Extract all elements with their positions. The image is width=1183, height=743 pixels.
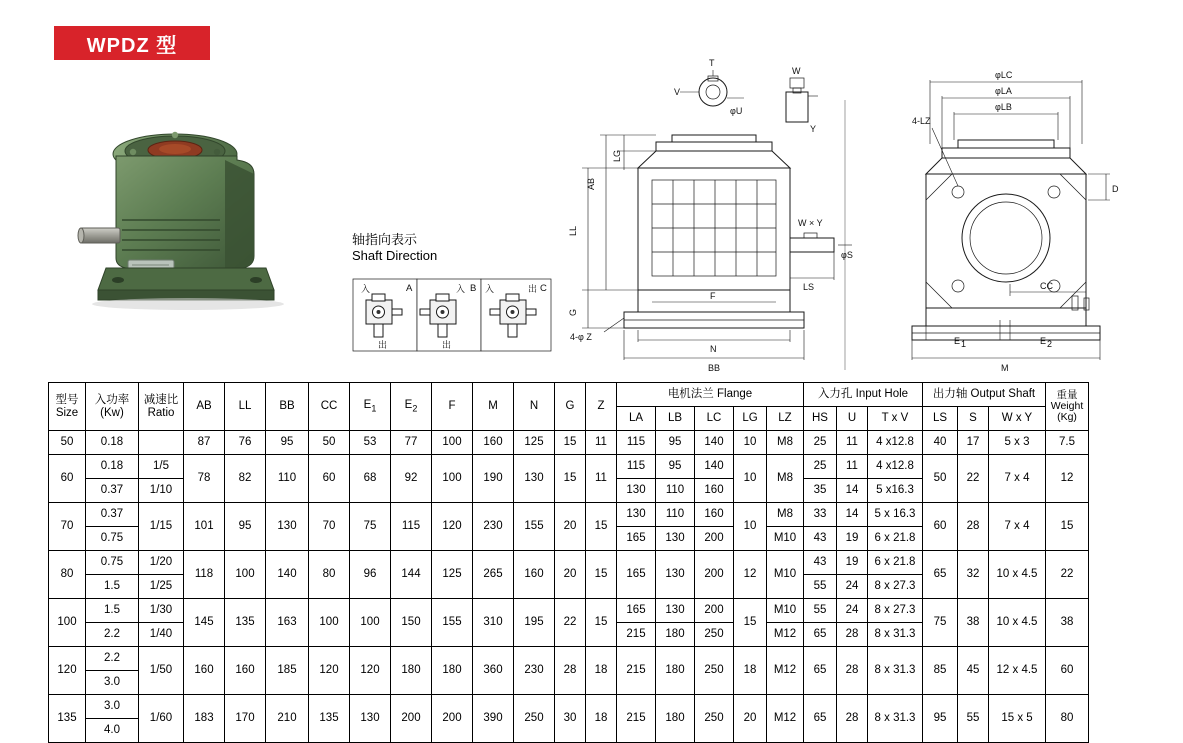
cell-lb: 130 [656,551,695,599]
cell-z: 15 [586,599,617,647]
cell-g: 28 [555,647,586,695]
cell-hs: 43 [804,551,837,575]
cell-power: 0.75 [86,551,139,575]
cell-lb: 180 [656,623,695,647]
svg-text:LG: LG [612,149,622,162]
cell-u: 28 [837,647,868,695]
svg-text:φS: φS [841,250,853,260]
cell-lz: M12 [767,695,804,743]
cell-power: 0.37 [86,479,139,503]
cell-hs: 65 [804,623,837,647]
th-hs: HS [804,407,837,431]
th-wxy: W x Y [989,407,1046,431]
cell-power: 4.0 [86,719,139,743]
cell-z: 18 [586,647,617,695]
svg-text:Y: Y [810,124,817,134]
svg-text:2: 2 [1047,339,1053,349]
cell-ll: 95 [225,503,266,551]
th-bb: BB [266,383,309,431]
svg-text:W: W [792,66,801,76]
cell-ratio: 1/60 [139,695,184,743]
th-s: S [958,407,989,431]
cell-la: 130 [617,503,656,527]
svg-text:C: C [540,283,547,294]
cell-lz: M10 [767,551,804,599]
cell-hs: 65 [804,695,837,743]
svg-text:W × Y: W × Y [798,218,823,228]
cell-ll: 76 [225,431,266,455]
technical-drawings [560,40,1180,373]
cell-ab: 101 [184,503,225,551]
cell-f: 120 [432,503,473,551]
cell-e1: 53 [350,431,391,455]
cell-wxy: 15 x 5 [989,695,1046,743]
cell-weight: 15 [1046,503,1089,551]
cell-ratio: 1/20 [139,551,184,575]
svg-text:M: M [1001,363,1009,373]
svg-text:入: 入 [456,284,466,294]
svg-text:4-φ Z: 4-φ Z [570,332,592,342]
cell-n: 130 [514,455,555,503]
cell-txv: 4 x12.8 [868,431,923,455]
cell-m: 230 [473,503,514,551]
th-lc: LC [695,407,734,431]
cell-n: 230 [514,647,555,695]
cell-g: 15 [555,431,586,455]
cell-wxy: 12 x 4.5 [989,647,1046,695]
cell-s: 17 [958,431,989,455]
cell-txv: 8 x 27.3 [868,599,923,623]
cell-ab: 183 [184,695,225,743]
cell-g: 30 [555,695,586,743]
cell-bb: 163 [266,599,309,647]
cell-u: 28 [837,695,868,743]
cell-lz: M12 [767,623,804,647]
cell-power: 2.2 [86,647,139,671]
cell-ls: 40 [923,431,958,455]
table-row [49,503,1089,527]
th-g: G [555,383,586,431]
cell-e1: 96 [350,551,391,599]
th-weight: 重量 Weight (Kg) [1046,383,1089,431]
th-lg: LG [734,407,767,431]
cell-g: 22 [555,599,586,647]
cell-hs: 55 [804,599,837,623]
cell-power: 0.37 [86,503,139,527]
th-ls: LS [923,407,958,431]
svg-text:φLB: φLB [995,102,1012,112]
cell-lb: 95 [656,455,695,479]
cell-bb: 210 [266,695,309,743]
cell-lg: 18 [734,647,767,695]
cell-cc: 60 [309,455,350,503]
cell-lb: 95 [656,431,695,455]
cell-hs: 65 [804,647,837,695]
cell-z: 11 [586,431,617,455]
cell-u: 24 [837,575,868,599]
cell-size: 60 [49,455,86,503]
cell-u: 11 [837,455,868,479]
svg-text:出: 出 [528,284,538,294]
cell-ls: 75 [923,599,958,647]
th-z: Z [586,383,617,431]
cell-txv: 8 x 31.3 [868,647,923,695]
cell-txv: 8 x 27.3 [868,575,923,599]
cell-ratio: 1/5 [139,455,184,479]
cell-lg: 15 [734,599,767,647]
cell-wxy: 5 x 3 [989,431,1046,455]
page-title-badge [54,26,210,60]
cell-m: 360 [473,647,514,695]
cell-la: 215 [617,623,656,647]
th-ratio: 减速比 Ratio [139,383,184,431]
cell-ratio: 1/30 [139,599,184,623]
cell-e2: 200 [391,695,432,743]
cell-txv: 5 x16.3 [868,479,923,503]
cell-ll: 170 [225,695,266,743]
cell-s: 45 [958,647,989,695]
svg-text:B: B [470,283,477,294]
cell-bb: 110 [266,455,309,503]
cell-lb: 180 [656,647,695,695]
cell-z: 15 [586,551,617,599]
cell-lg: 10 [734,455,767,503]
cell-txv: 6 x 21.8 [868,527,923,551]
th-power: 入功率 (Kw) [86,383,139,431]
cell-z: 11 [586,455,617,503]
cell-lc: 200 [695,551,734,599]
table-row [49,551,1089,575]
cell-z: 18 [586,695,617,743]
cell-power: 1.5 [86,575,139,599]
svg-text:φLC: φLC [995,70,1013,80]
cell-lc: 250 [695,647,734,695]
cell-power: 3.0 [86,671,139,695]
cell-e1: 120 [350,647,391,695]
cell-ab: 78 [184,455,225,503]
svg-text:出: 出 [378,340,388,350]
cell-wxy: 7 x 4 [989,455,1046,503]
th-txv: T x V [868,407,923,431]
cell-lc: 140 [695,431,734,455]
cell-f: 100 [432,455,473,503]
table-header [49,383,1089,431]
cell-lc: 250 [695,695,734,743]
svg-text:入: 入 [361,284,371,294]
cell-hs: 43 [804,527,837,551]
cell-ratio: 1/25 [139,575,184,599]
svg-text:F: F [710,291,716,301]
svg-text:T: T [709,58,715,68]
cell-s: 55 [958,695,989,743]
cell-txv: 8 x 31.3 [868,695,923,743]
svg-text:φLA: φLA [995,86,1012,96]
cell-lg: 10 [734,431,767,455]
cell-e2: 115 [391,503,432,551]
cell-m: 310 [473,599,514,647]
cell-ll: 82 [225,455,266,503]
cell-txv: 5 x 16.3 [868,503,923,527]
cell-lz: M10 [767,599,804,623]
cell-power: 3.0 [86,695,139,719]
th-lz: LZ [767,407,804,431]
cell-cc: 120 [309,647,350,695]
cell-cc: 80 [309,551,350,599]
cell-lz: M10 [767,527,804,551]
table-row [49,695,1089,719]
cell-ll: 100 [225,551,266,599]
cell-lc: 250 [695,623,734,647]
cell-m: 190 [473,455,514,503]
cell-la: 115 [617,455,656,479]
cell-size: 70 [49,503,86,551]
cell-e2: 92 [391,455,432,503]
cell-m: 390 [473,695,514,743]
cell-ratio [139,431,184,455]
cell-ab: 160 [184,647,225,695]
cell-lg: 10 [734,503,767,551]
svg-text:LS: LS [803,282,815,292]
cell-lb: 180 [656,695,695,743]
cell-la: 165 [617,599,656,623]
table-row [49,599,1089,623]
cell-weight: 60 [1046,647,1089,695]
cell-s: 38 [958,599,989,647]
cell-e2: 180 [391,647,432,695]
cell-txv: 8 x 31.3 [868,623,923,647]
cell-ll: 135 [225,599,266,647]
cell-u: 19 [837,551,868,575]
cell-bb: 130 [266,503,309,551]
cell-ls: 95 [923,695,958,743]
cell-u: 11 [837,431,868,455]
shaft-direction-boxes [352,278,552,352]
cell-m: 265 [473,551,514,599]
cell-ls: 60 [923,503,958,551]
svg-text:1: 1 [961,339,967,349]
svg-text:E: E [954,336,961,346]
cell-n: 250 [514,695,555,743]
cell-size: 50 [49,431,86,455]
cell-lb: 110 [656,479,695,503]
cell-ratio: 1/50 [139,647,184,695]
cell-lz: M12 [767,647,804,695]
cell-lc: 140 [695,455,734,479]
cell-cc: 135 [309,695,350,743]
cell-bb: 185 [266,647,309,695]
cell-la: 165 [617,527,656,551]
cell-e1: 130 [350,695,391,743]
cell-power: 0.18 [86,455,139,479]
th-output-group: 出力轴 Output Shaft [923,383,1046,407]
cell-e1: 68 [350,455,391,503]
cell-f: 200 [432,695,473,743]
cell-la: 115 [617,431,656,455]
cell-cc: 100 [309,599,350,647]
cell-e2: 144 [391,551,432,599]
th-size: 型号 Size [49,383,86,431]
page-title-text: WPDZ 型 [86,34,178,57]
specification-table [48,382,1089,743]
cell-wxy: 10 x 4.5 [989,551,1046,599]
cell-ls: 50 [923,455,958,503]
cell-lc: 160 [695,479,734,503]
cell-z: 15 [586,503,617,551]
th-u: U [837,407,868,431]
cell-cc: 70 [309,503,350,551]
cell-u: 28 [837,623,868,647]
cell-lb: 110 [656,503,695,527]
svg-text:4-LZ: 4-LZ [912,116,931,126]
shaft-direction-caption [352,232,552,264]
cell-weight: 22 [1046,551,1089,599]
table-body [49,431,1089,743]
cell-g: 20 [555,551,586,599]
cell-f: 100 [432,431,473,455]
cell-n: 160 [514,551,555,599]
table-header-row-1 [49,383,1089,407]
cell-e2: 150 [391,599,432,647]
th-n: N [514,383,555,431]
table-row [49,431,1089,455]
cell-weight: 7.5 [1046,431,1089,455]
th-la: LA [617,407,656,431]
cell-la: 165 [617,551,656,599]
cell-e2: 77 [391,431,432,455]
cell-ratio: 1/10 [139,479,184,503]
cell-ll: 160 [225,647,266,695]
cell-ratio: 1/15 [139,503,184,551]
cell-hs: 33 [804,503,837,527]
svg-text:A: A [406,283,413,294]
cell-bb: 140 [266,551,309,599]
th-lb: LB [656,407,695,431]
th-input-group: 入力孔 Input Hole [804,383,923,407]
svg-text:D: D [1112,184,1119,194]
cell-f: 125 [432,551,473,599]
cell-weight: 80 [1046,695,1089,743]
cell-lg: 12 [734,551,767,599]
cell-n: 155 [514,503,555,551]
th-flange-group: 电机法兰 Flange [617,383,804,407]
cell-hs: 25 [804,455,837,479]
cell-ab: 118 [184,551,225,599]
cell-size: 120 [49,647,86,695]
cell-e1: 75 [350,503,391,551]
th-cc: CC [309,383,350,431]
cell-f: 180 [432,647,473,695]
cell-power: 1.5 [86,599,139,623]
cell-weight: 38 [1046,599,1089,647]
cell-lc: 160 [695,503,734,527]
cell-m: 160 [473,431,514,455]
cell-la: 215 [617,695,656,743]
cell-u: 14 [837,479,868,503]
cell-hs: 25 [804,431,837,455]
table-row [49,647,1089,671]
svg-text:G: G [568,308,578,316]
cell-la: 215 [617,647,656,695]
th-ll: LL [225,383,266,431]
cell-lb: 130 [656,527,695,551]
th-e1: $E_1$ [350,383,391,431]
cell-g: 15 [555,455,586,503]
cell-n: 125 [514,431,555,455]
cell-e1: 100 [350,599,391,647]
cell-weight: 12 [1046,455,1089,503]
cell-hs: 35 [804,479,837,503]
cell-ls: 65 [923,551,958,599]
cell-power: 0.18 [86,431,139,455]
cell-wxy: 7 x 4 [989,503,1046,551]
cell-txv: 4 x12.8 [868,455,923,479]
cell-n: 195 [514,599,555,647]
th-f: F [432,383,473,431]
cell-lz: M8 [767,503,804,527]
table-row [49,455,1089,479]
shaft-direction-caption-cn: 轴指向表示 [352,232,418,247]
cell-s: 28 [958,503,989,551]
svg-text:φU: φU [730,106,743,116]
product-photo [70,108,320,318]
cell-g: 20 [555,503,586,551]
svg-text:出: 出 [442,340,452,350]
svg-text:CC: CC [1040,281,1053,291]
svg-text:N: N [710,344,717,354]
cell-lb: 130 [656,599,695,623]
cell-f: 155 [432,599,473,647]
cell-size: 80 [49,551,86,599]
cell-txv: 6 x 21.8 [868,551,923,575]
th-e2: $E_2$ [391,383,432,431]
cell-hs: 55 [804,575,837,599]
cell-u: 14 [837,503,868,527]
cell-cc: 50 [309,431,350,455]
shaft-direction-caption-en: Shaft Direction [352,248,438,263]
svg-text:AB: AB [586,177,596,190]
cell-wxy: 10 x 4.5 [989,599,1046,647]
cell-la: 130 [617,479,656,503]
cell-ab: 87 [184,431,225,455]
cell-ls: 85 [923,647,958,695]
cell-size: 100 [49,599,86,647]
cell-power: 0.75 [86,527,139,551]
th-ab: AB [184,383,225,431]
svg-text:E: E [1040,336,1047,346]
cell-lz: M8 [767,431,804,455]
cell-ratio: 1/40 [139,623,184,647]
cell-size: 135 [49,695,86,743]
th-m: M [473,383,514,431]
cell-power: 2.2 [86,623,139,647]
svg-text:LL: LL [568,225,578,236]
cell-lz: M8 [767,455,804,503]
svg-text:BB: BB [708,363,721,373]
svg-text:V: V [674,87,681,97]
cell-lc: 200 [695,599,734,623]
cell-u: 19 [837,527,868,551]
svg-text:入: 入 [485,284,495,294]
cell-bb: 95 [266,431,309,455]
cell-u: 24 [837,599,868,623]
cell-s: 32 [958,551,989,599]
cell-ab: 145 [184,599,225,647]
cell-lc: 200 [695,527,734,551]
cell-s: 22 [958,455,989,503]
cell-lg: 20 [734,695,767,743]
